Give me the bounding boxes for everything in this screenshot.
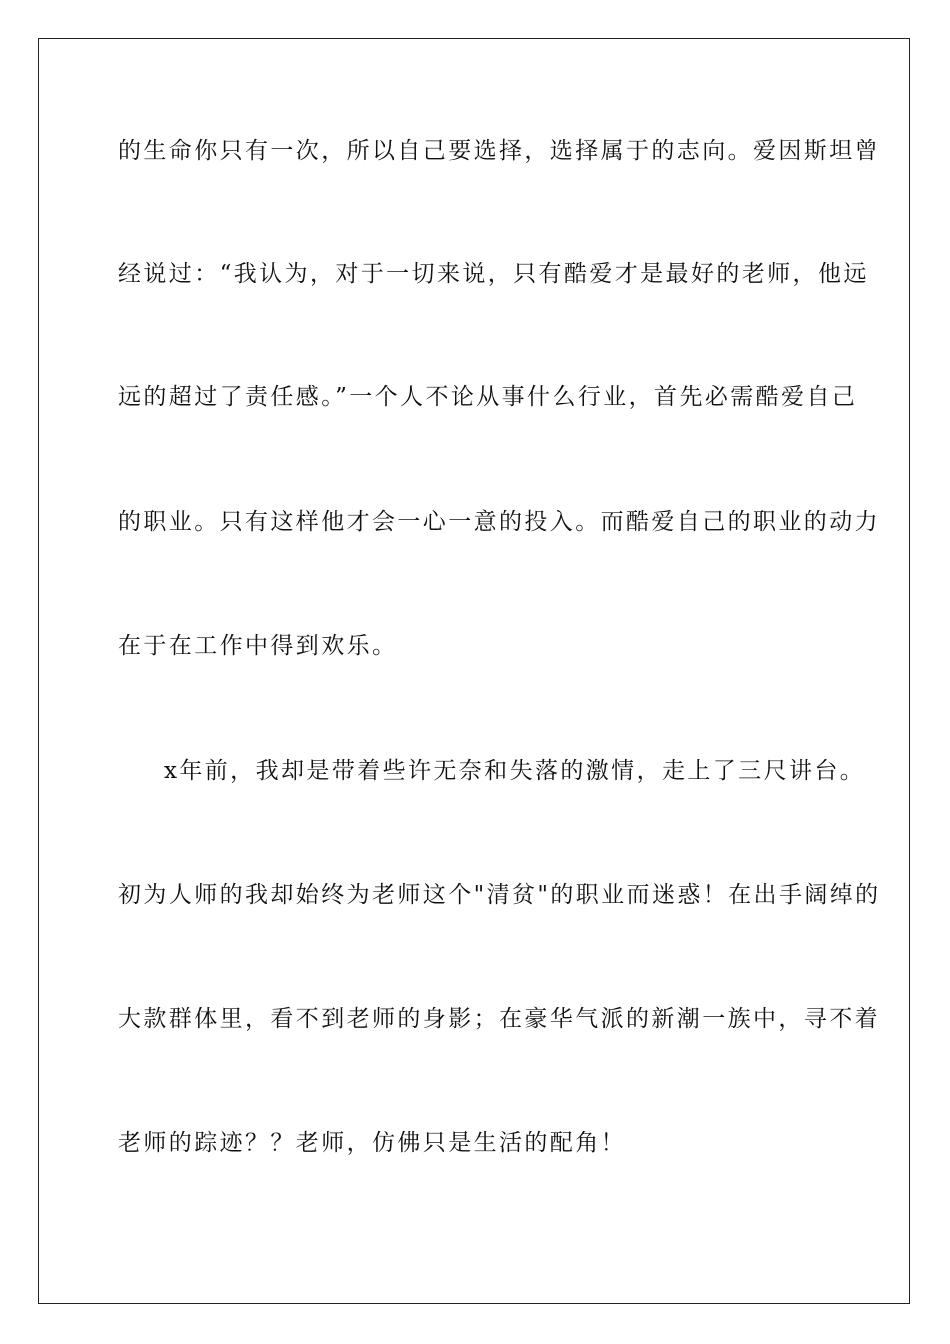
paragraph-2-line-1: x年前，我却是带着些许无奈和失落的激情，走上了三尺讲台。 <box>164 758 866 784</box>
page-border <box>38 38 910 1304</box>
text-line-5: 在于在工作中得到欢乐。 <box>118 633 398 659</box>
text-line-1: 的生命你只有一次，所以自己要选择，选择属于的志向。爱因斯坦曾 <box>118 138 880 164</box>
paragraph-2-line-4: 老师的踪迹？？老师，仿佛只是生活的配角！ <box>118 1130 626 1156</box>
text-line-3: 远的超过了责任感。”一个人不论从事什么行业，首先必需酷爱自己 <box>118 384 858 410</box>
text-line-4: 的职业。只有这样他才会一心一意的投入。而酷爱自己的职业的动力 <box>118 509 880 535</box>
paragraph-2-line-2: 初为人师的我却始终为老师这个"清贫"的职业而迷惑！在出手阔绰的 <box>118 882 881 908</box>
text-line-2: 经说过：“我认为，对于一切来说，只有酷爱才是最好的老师，他远 <box>118 261 869 287</box>
paragraph-2-line-3: 大款群体里，看不到老师的身影；在豪华气派的新潮一族中，寻不着 <box>118 1006 880 1032</box>
